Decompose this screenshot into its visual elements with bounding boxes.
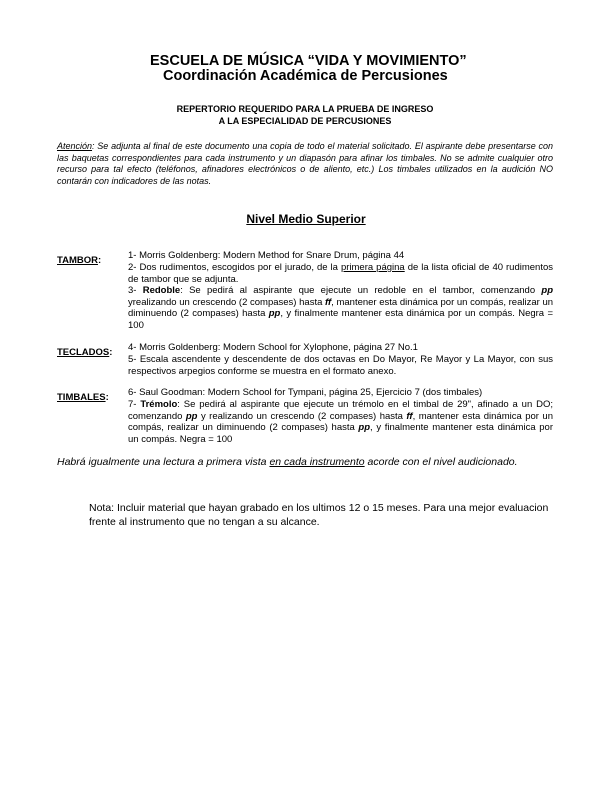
attention-text: : Se adjunta al final de este documento una copia de todo el material solicitado. El aspirante debe presentarse con las baquetas correspondientes para cada instrumento y un diapasón para afinar los timbales. No se admite cualquier otro recurso para tal efecto (teléfonos, afinadores electrónicos o de aliento, etc.) Los timbales utilizados en la audición NO contarán con indicadores de las notas.: [57, 141, 553, 186]
nota-line-2: frente al instrumento que no tengan a su alcance.: [89, 516, 320, 528]
attention-note: [57, 141, 553, 187]
timbales-label: TIMBALES: [57, 392, 106, 403]
school-title: ESCUELA DE MÚSICA “VIDA Y MOVIMIENTO”: [150, 53, 467, 69]
teclados-label: TECLADOS: [57, 347, 110, 358]
tambor-label: TAMBOR: [57, 255, 98, 266]
tambor-item-1: 1- Morris Goldenberg: Modern Method for Snare Drum, página 44: [128, 250, 405, 261]
primera-pagina-link: primera página: [340, 262, 405, 273]
coordination-title: Coordinación Académica de Percusiones: [163, 68, 448, 84]
timbales-item-7: 7- Trémolo: Se pedirá al aspirante que ejecute un trémolo en el timbal de 29", afinado a un DO; comenzando pp y realizando un crescendo (2 compases) hasta ff, mantener esta dinámica por un compás, realizar un diminuendo (2 compases) hasta pp, y finalmente mantener esta dinámica por un compás. Negra = 100: [128, 399, 553, 445]
nota-block: [89, 501, 548, 529]
level-heading: Nivel Medio Superior: [246, 212, 366, 226]
sight-reading-note: Habrá igualmente una lectura a primera vista en cada instrumento acorde con el nivel audicionado.: [57, 456, 518, 468]
attention-label: Atención: [57, 141, 93, 151]
timbales-item-6: 6- Saul Goodman: Modern School for Tympani, página 25, Ejercicio 7 (dos timbales): [128, 387, 483, 398]
teclados-item-5: 5- Escala ascendente y descendente de dos octavas en Do Mayor, Re Mayor y La Mayor, con sus respectivos arpegios conforme se muestra en el formato anexo.: [128, 354, 553, 377]
tambor-item-3: 3- Redoble: Se pedirá al aspirante que ejecute un redoble en el tambor, comenzando pp yrealizando un crescendo (2 compases) hasta ff, mantener esta dinámica por un compás, realizar un diminuendo (2 compases) hasta pp, y finalmente mantener esta dinámica por un compás. Negra = 100: [128, 285, 554, 331]
subheading-line-2: A LA ESPECIALIDAD DE PERCUSIONES: [218, 116, 392, 126]
section-label-teclados: TECLADOS:: [57, 347, 113, 358]
nota-line-1: Nota: Incluir material que hayan grabado en los ultimos 12 o 15 meses. Para una mejor evaluacion: [89, 502, 549, 514]
subheading-line-1: REPERTORIO REQUERIDO PARA LA PRUEBA DE INGRESO: [176, 104, 434, 114]
teclados-item-4: 4- Morris Goldenberg: Modern School for Xylophone, página 27 No.1: [128, 342, 418, 353]
subheading: [120, 103, 490, 127]
tambor-item-2: 2- Dos rudimentos, escogidos por el jurado, de la primera página de la lista oficial de 40 rudimentos de tambor que se adjunta.: [128, 262, 554, 285]
section-label-tambor: TAMBOR:: [57, 255, 102, 266]
section-label-timbales: TIMBALES:: [57, 392, 109, 403]
